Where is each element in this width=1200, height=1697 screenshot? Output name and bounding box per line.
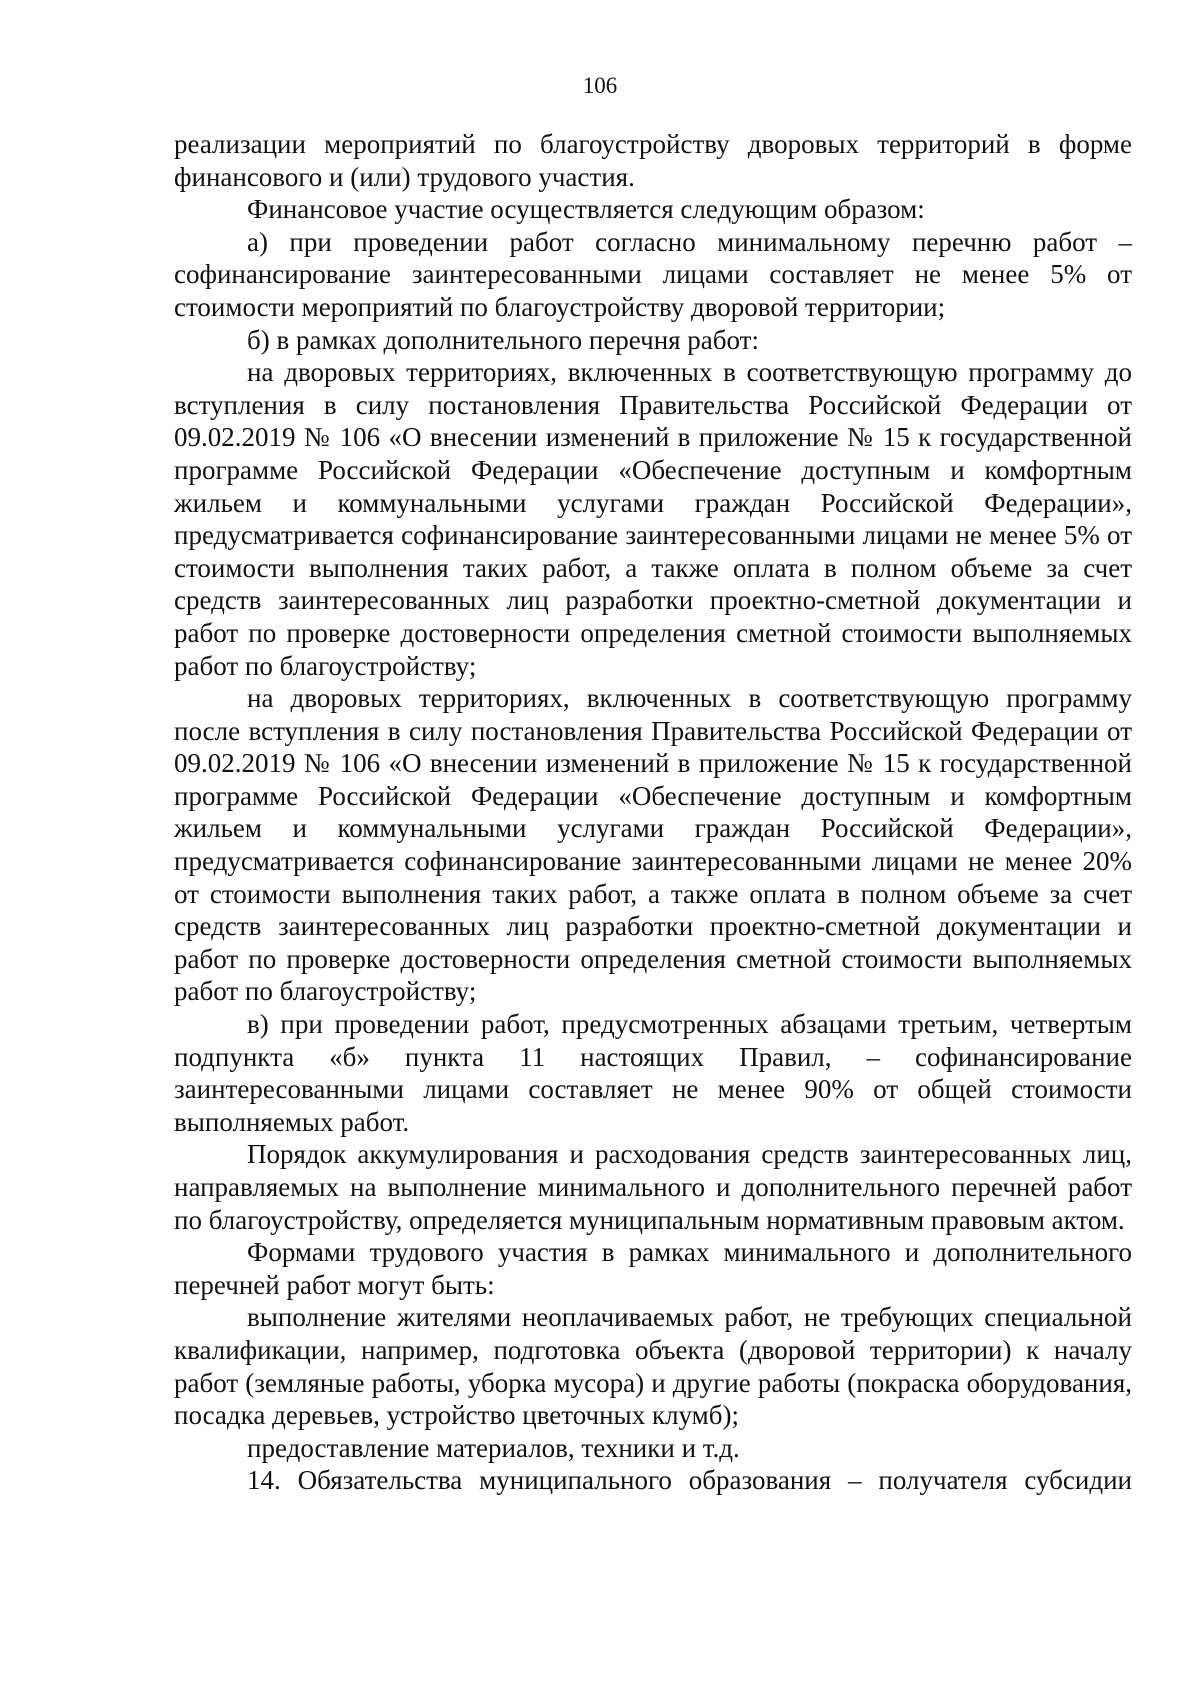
paragraph-item-a: а) при проведении работ согласно минимальному перечню работ – софинансирование заинтересованными лицами составляет не менее 5% от стоимости мероприятий по благоустройству дворовой территории; — [174, 226, 1132, 322]
paragraph-materials: предоставление материалов, техники и т.д. — [247, 1432, 740, 1463]
paragraph-item-v: в) при проведении работ, предусмотренных абзацами третьим, четвертым подпункта «б» пункта 11 настоящих Правил, – софинансирование заинтересованными лицами составляет не менее 90% от общей стоимости выполняемых работ. — [174, 1009, 1132, 1137]
paragraph-accumulation-order: Порядок аккумулирования и расходования средств заинтересованных лиц, направляемых на выполнение минимального и дополнительного перечней работ по благоустройству, определяется муниципальным нормативным правовым актом. — [174, 1139, 1132, 1235]
paragraph-unpaid-work: выполнение жителями неоплачиваемых работ, не требующих специальной квалификации, например, подготовка объекта (дворовой территории) к началу работ (земляные работы, уборка мусора) и другие работы (покраска оборудования, посадка деревьев, устройство цветочных клумб); — [174, 1302, 1132, 1431]
document-body — [174, 128, 1132, 1497]
paragraph-item-b: б) в рамках дополнительного перечня работ: — [247, 324, 759, 355]
paragraph-financial-participation-intro: Финансовое участие осуществляется следующим образом: — [247, 194, 925, 225]
paragraph-before-decree: на дворовых территориях, включенных в соответствующую программу до вступления в силу постановления Правительства Российской Федерации от 09.02.2019 № 106 «О внесении изменений в приложение № 15 к государственной программе Российской Федерации «Обеспечение доступным и комфортным жильем и коммунальными услугами граждан Российской Федерации», предусматривается софинансирование заинтересованными лицами не менее 5% от стоимости выполнения таких работ, а также оплата в полном объеме за счет средств заинтересованных лиц разработки проектно-сметной документации и работ по проверке достоверности определения сметной стоимости выполняемых работ по благоустройству; — [174, 357, 1132, 681]
paragraph-after-decree: на дворовых территориях, включенных в соответствующую программу после вступления в силу постановления Правительства Российской Федерации от 09.02.2019 № 106 «О внесении изменений в приложение № 15 к государственной программе Российской Федерации «Обеспечение доступным и комфортным жильем и коммунальными услугами граждан Российской Федерации», предусматривается софинансирование заинтересованными лицами не менее 20% от стоимости выполнения таких работ, а также оплата в полном объеме за счет средств заинтересованных лиц разработки проектно-сметной документации и работ по проверке достоверности определения сметной стоимости выполняемых работ по благоустройству; — [174, 683, 1132, 1007]
paragraph-labor-forms-intro: Формами трудового участия в рамках минимального и дополнительного перечней работ могут быть: — [174, 1237, 1132, 1300]
page-number: 106 — [582, 73, 618, 98]
paragraph-item-14: 14. Обязательства муниципального образования – получателя субсидии — [247, 1465, 1132, 1496]
paragraph-continuation: реализации мероприятий по благоустройству дворовых территорий в форме финансового и (или) трудового участия. — [174, 129, 1132, 192]
